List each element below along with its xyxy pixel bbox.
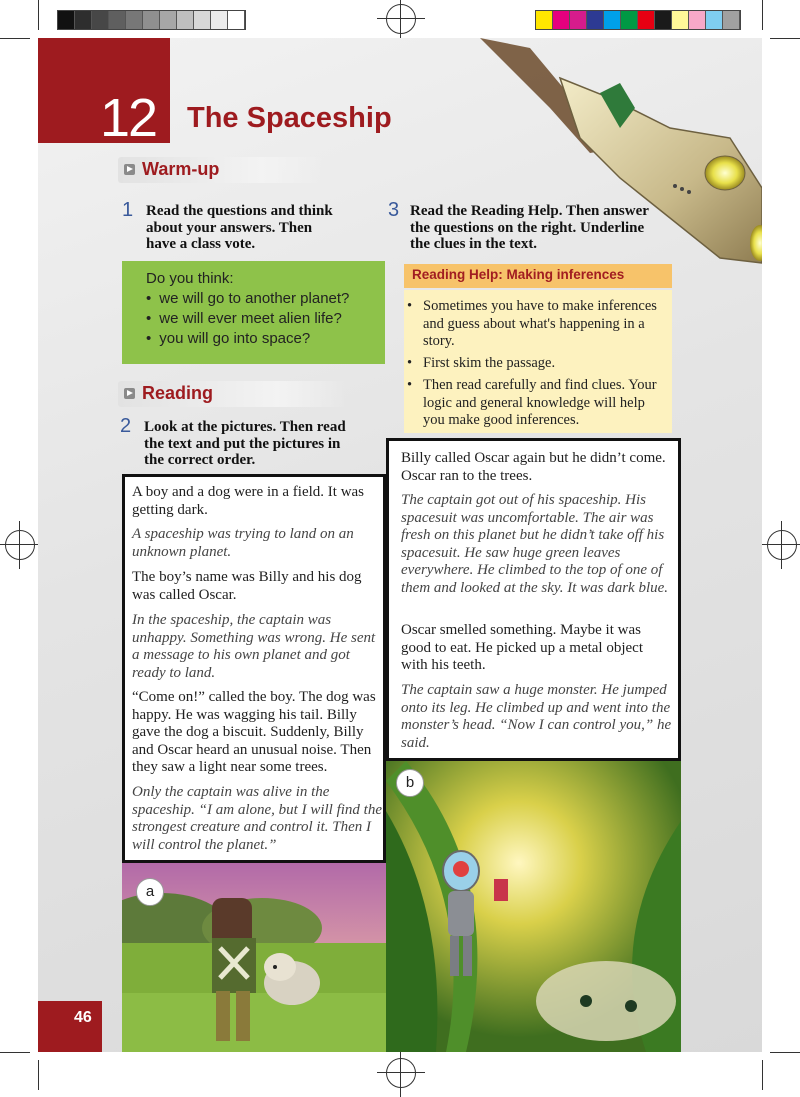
story-paragraph: The boy’s name was Billy and his dog was called Oscar. [132,569,362,603]
reading-help-header [404,264,672,288]
crop-mark [762,1060,763,1090]
gray-swatch [143,11,160,29]
process-color-bar [535,10,741,30]
crop-mark [38,0,39,30]
process-color-swatch [570,11,587,29]
reading-help-item: • First skim the passage. [407,355,556,371]
story-paragraph: “Come on!” called the boy. The dog was happy. He was wagging his tail. Billy gave the dog a biscuit. Suddenly, Billy and Oscar heard an unusual noise. Then they saw a light near some trees. [132,689,376,775]
gray-swatch [211,11,228,29]
reading-help-box [404,290,672,433]
story-paragraph: The captain saw a huge monster. He jumped onto its leg. He climbed up and went into the monster’s head. “Now I can control you,” he said. [401,682,672,751]
gray-swatch [126,11,143,29]
page-number-block [38,1001,102,1052]
crop-mark [762,0,763,30]
gray-swatch [109,11,126,29]
question-1-instructions: Read the questions and think about your answers. Then have a class vote. [146,203,333,252]
question-2-number: 2 [120,415,132,437]
gray-swatch [160,11,177,29]
question-3-instructions: Read the Reading Help. Then answer the questions on the right. Underline the clues in the text. [410,203,649,252]
gray-swatch [194,11,211,29]
story-paragraph: Oscar smelled something. Maybe it was good to eat. He picked up a metal object with his teeth. [401,622,643,673]
question-3-number: 3 [388,199,400,221]
gray-swatch [58,11,75,29]
process-color-swatch [587,11,604,29]
warmup-box-item: • you will go into space? [146,330,310,347]
registration-mark-top [386,4,416,34]
reading-help-title: Reading Help: Making inferences [412,267,625,282]
play-bullet-icon [124,388,135,399]
picture-b-label: b [396,769,424,797]
process-color-swatch [706,11,723,29]
reading-help-item: • Sometimes you have to make inferences and guess about what's happening in a story. [407,298,657,349]
crop-mark [770,38,800,39]
process-color-swatch [536,11,553,29]
page-title: The Spaceship [187,102,392,134]
reading-help-item: • Then read carefully and find clues. Your logic and general knowledge will help you make good inferences. [407,377,657,428]
picture-a-label: a [136,878,164,906]
process-color-swatch [655,11,672,29]
captain-and-dog-illustration [386,761,681,1052]
gray-swatch [177,11,194,29]
warmup-box-title: Do you think: [146,270,234,287]
gray-swatch [75,11,92,29]
process-color-swatch [604,11,621,29]
warmup-box-item: • we will ever meet alien life? [146,310,342,327]
picture-a [122,863,386,1052]
process-color-swatch [723,11,740,29]
warmup-box-item: • we will go to another planet? [146,290,349,307]
registration-mark-left [5,530,35,560]
play-bullet-icon [124,164,135,175]
warmup-heading: Warm-up [142,159,220,179]
story-paragraph: In the spaceship, the captain was unhappy. Something was wrong. He sent a message to his own planet and got ready to land. [132,612,376,681]
process-color-swatch [553,11,570,29]
story-paragraph: Only the captain was alive in the spaceship. “I am alone, but I will find the strongest creature and control it. Then I will control the planet.” [132,784,382,853]
picture-b [386,761,681,1052]
story-paragraph: A spaceship was trying to land on an unknown planet. [132,526,354,560]
crop-mark [38,1060,39,1090]
process-color-swatch [638,11,655,29]
process-color-swatch [689,11,706,29]
question-2-instructions: Look at the pictures. Then read the text and put the pictures in the correct order. [144,419,346,468]
story-paragraph: A boy and a dog were in a field. It was getting dark. [132,484,365,518]
grayscale-color-bar [57,10,246,30]
page-number: 46 [74,1009,92,1026]
process-color-swatch [621,11,638,29]
warmup-question-box [122,261,385,364]
reading-section-header [118,381,346,407]
crop-mark [0,1052,30,1053]
registration-mark-right [767,530,797,560]
unit-number: 12 [100,88,157,148]
story-paragraph: The captain got out of his spaceship. His spacesuit was uncomfortable. The air was fresh on this planet but he didn’t take off his spacesuit. He saw huge green leaves everywhere. He climbed to the top of one of them and looked at the sky. It was dark blue. [401,492,669,596]
crop-mark [0,38,30,39]
crop-mark [770,1052,800,1053]
question-1-number: 1 [122,199,134,221]
warmup-section-header [118,157,323,183]
story-paragraph: Billy called Oscar again but he didn’t come. Oscar ran to the trees. [401,450,666,484]
gray-swatch [92,11,109,29]
reading-heading: Reading [142,383,214,403]
registration-mark-bottom [386,1058,416,1088]
gray-swatch [228,11,245,29]
process-color-swatch [672,11,689,29]
